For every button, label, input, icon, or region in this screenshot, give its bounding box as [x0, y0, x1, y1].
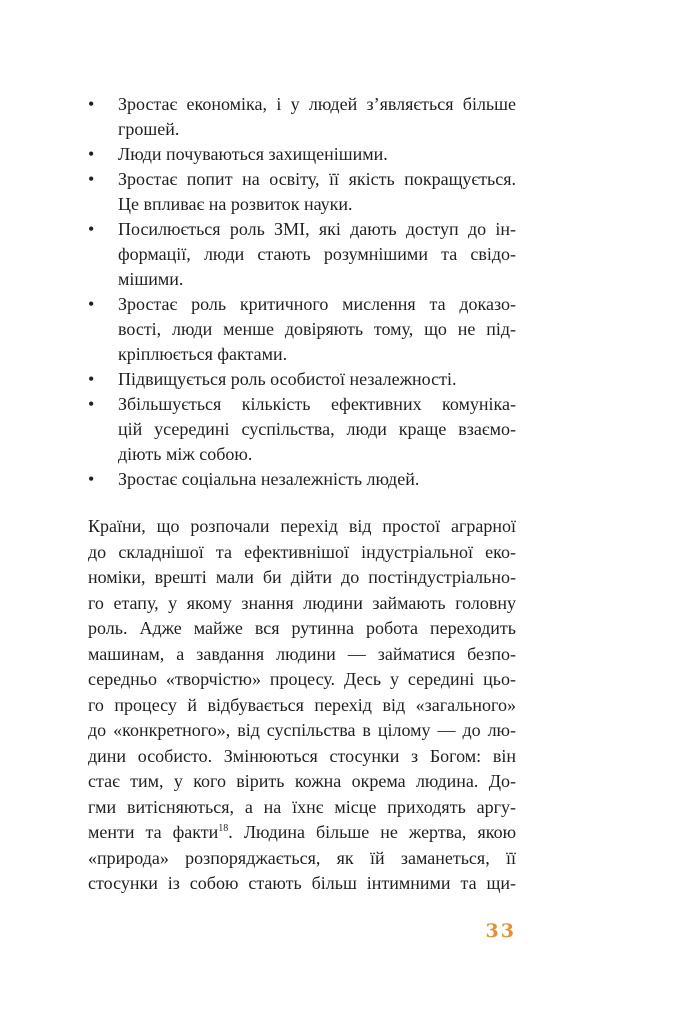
list-item-line: Підвищується роль особистої незалежності.: [118, 369, 457, 389]
list-item: [88, 392, 516, 467]
list-item-line: кріплюється фактами.: [118, 344, 288, 364]
paragraph-line: до складнішої та ефективнішої індустріальної еко-: [88, 541, 516, 562]
paragraph-line: Країни, що розпочали перехід від простої аграрної: [88, 516, 516, 536]
list-item-line: Посилюється роль ЗМІ, які дають доступ до ін-: [118, 219, 516, 239]
list-item: [88, 92, 516, 142]
list-item: [88, 142, 516, 167]
list-item-line: цій усередині суспільства, люди краще взаємо-: [118, 419, 516, 439]
page-number: 33: [485, 920, 516, 942]
list-item: [88, 467, 516, 492]
list-item-line: формації, люди стають розумнішими та свідо-: [118, 244, 516, 264]
paragraph-line: го процесу й відбувається перехід від «загального»: [88, 694, 516, 715]
paragraph-line-start: менти та факти: [88, 822, 219, 842]
list-item-line: мішими.: [118, 269, 184, 289]
list-item: [88, 292, 516, 367]
bullet-list: [88, 92, 516, 492]
list-item-line: грошей.: [118, 119, 180, 139]
list-item: [88, 217, 516, 292]
list-item-line: Люди почуваються захищенішими.: [118, 144, 388, 164]
list-item-line: Зростає роль критичного мислення та доказо-: [118, 294, 516, 314]
body-paragraph: [88, 514, 516, 897]
list-item-line: Зростає економіка, і у людей з’являється більше: [118, 94, 516, 114]
footnote-ref[interactable]: 18: [218, 823, 229, 834]
bullet-icon: •: [88, 94, 95, 114]
list-item: [88, 367, 516, 392]
paragraph-line: середньо «творчістю» процесу. Десь у середині цьо-: [88, 669, 516, 689]
bullet-icon: •: [88, 469, 95, 489]
list-item: [88, 167, 516, 217]
paragraph-line: стає тим, у кого вірить кожна окрема людина. До-: [88, 771, 516, 791]
bullet-icon: •: [88, 294, 95, 314]
list-item-line: вості, люди менше довіряють тому, що не під-: [118, 319, 516, 339]
paragraph-line: дини особисто. Змінюються стосунки з Богом: він: [88, 745, 516, 766]
paragraph-line: го етапу, у якому знання людини займають головну: [88, 592, 516, 613]
paragraph-line: машинам, а завдання людини — займатися безпо-: [88, 643, 516, 664]
list-item-line: діють між собою.: [118, 444, 253, 464]
bullet-icon: •: [88, 144, 95, 164]
paragraph-line-with-footnote: менти та факти$^{18}$. Людина більше не жертва, якою: [88, 822, 517, 842]
bullet-icon: •: [88, 394, 95, 414]
paragraph-line: до «конкретного», від суспільства в цілому — до лю-: [88, 720, 516, 740]
list-item-line: Зростає попит на освіту, її якість покращується.: [118, 169, 516, 189]
list-item-line: Це впливає на розвиток науки.: [118, 194, 353, 214]
paragraph-line: роль. Адже майже вся рутинна робота переходить: [88, 618, 516, 638]
list-item-line: Зростає соціальна незалежність людей.: [118, 469, 420, 489]
bullet-icon: •: [88, 219, 95, 239]
paragraph-line: номіки, врешті мали би дійти до постіндустріально-: [88, 567, 516, 587]
paragraph-line-end: Людина більше не жертва, якою: [243, 822, 517, 842]
bullet-icon: •: [88, 169, 95, 189]
paragraph-line: «природа» розпоряджається, як їй заманеться, її: [88, 847, 516, 868]
paragraph-line: стосунки із собою стають більш інтимними та щи-: [88, 873, 516, 893]
paragraph-line: гми витісняються, а на їхнє місце приходять аргу-: [88, 796, 516, 817]
bullet-icon: •: [88, 369, 95, 389]
list-item-line: Збільшується кількість ефективних комуніка-: [118, 394, 516, 414]
